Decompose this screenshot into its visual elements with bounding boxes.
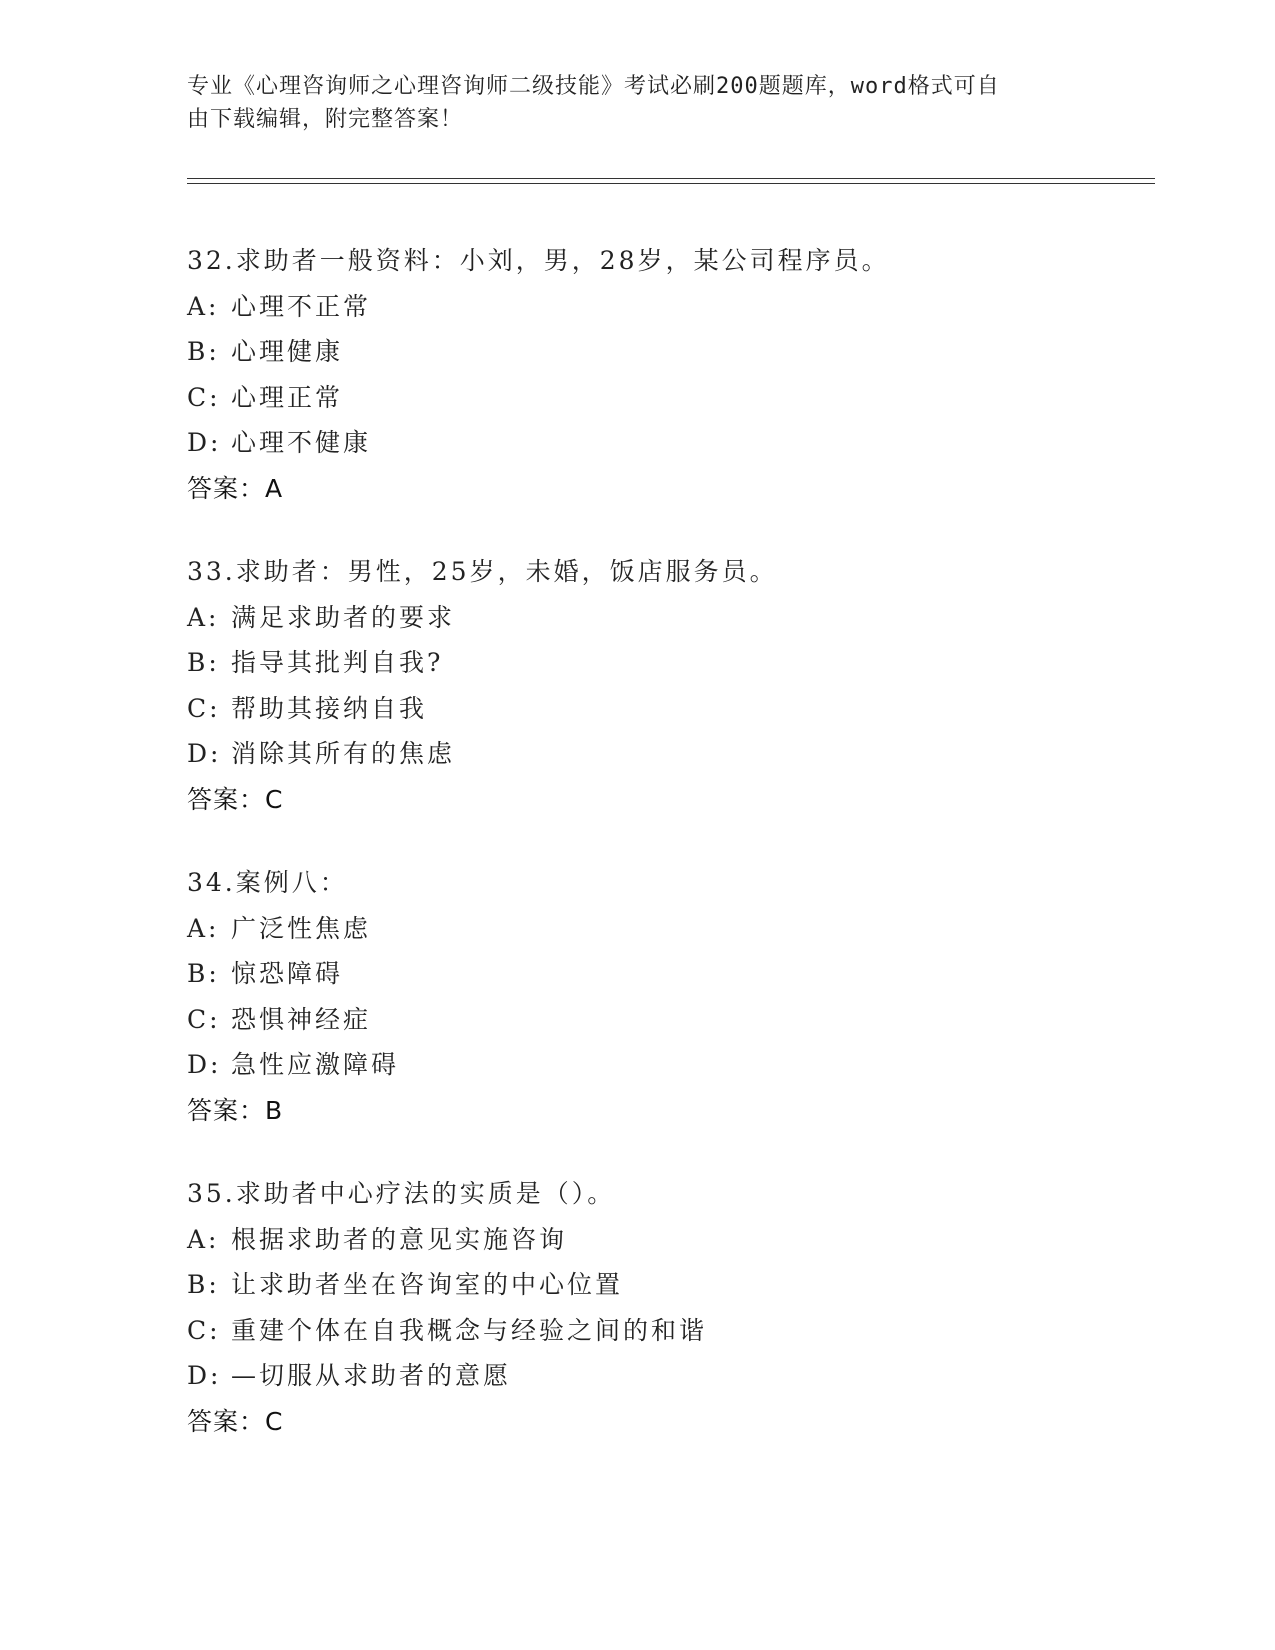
option-a <box>187 284 1147 330</box>
option-text: 帮助其接纳自我 <box>231 693 428 723</box>
option-letter: C: <box>187 1004 221 1034</box>
option-text: 重建个体在自我概念与经验之间的和谐 <box>231 1315 708 1345</box>
option-c <box>187 1308 1147 1354</box>
document-header <box>187 70 1067 136</box>
question-32 <box>187 238 1147 511</box>
question-stem: 34.案例八： <box>187 868 348 897</box>
option-letter: B: <box>187 648 220 677</box>
option-text: 惊恐障碍 <box>231 959 344 988</box>
option-c <box>187 686 1147 732</box>
question-stem: 32.求助者一般资料：小刘，男，28岁，某公司程序员。 <box>187 246 890 275</box>
question-34 <box>187 860 1147 1133</box>
option-text: 根据求助者的意见实施咨询 <box>231 1224 568 1254</box>
answer: 答案：C <box>187 1406 284 1436</box>
option-letter: B: <box>187 1270 220 1299</box>
option-letter: A: <box>187 291 220 321</box>
option-d <box>187 1353 1147 1399</box>
option-text: 心理健康 <box>231 337 344 366</box>
option-b <box>187 951 1147 997</box>
option-text: 消除其所有的焦虑 <box>231 739 456 768</box>
question-stem: 35.求助者中心疗法的实质是（）。 <box>187 1179 616 1208</box>
option-letter: A: <box>187 913 220 943</box>
option-text: 让求助者坐在咨询室的中心位置 <box>231 1270 624 1299</box>
option-text: 恐惧神经症 <box>231 1004 372 1034</box>
option-b <box>187 1262 1147 1308</box>
question-stem: 33.求助者：男性，25岁，未婚，饭店服务员。 <box>187 557 778 586</box>
option-letter: C: <box>187 1315 221 1345</box>
question-list <box>187 238 1147 1482</box>
option-a <box>187 906 1147 952</box>
option-letter: B: <box>187 959 220 988</box>
option-b <box>187 329 1147 375</box>
option-d <box>187 420 1147 466</box>
option-d <box>187 1042 1147 1088</box>
header-title-line-1: 专业《心理咨询师之心理咨询师二级技能》考试必刷200题题库，word格式可自 <box>187 74 1000 99</box>
option-letter: B: <box>187 337 220 366</box>
option-text: 心理不健康 <box>231 428 372 457</box>
option-text: 心理正常 <box>231 382 344 412</box>
option-text: —切服从求助者的意愿 <box>231 1361 512 1390</box>
question-33 <box>187 549 1147 822</box>
option-letter: D: <box>187 1050 222 1079</box>
header-title-line-2: 由下载编辑，附完整答案！ <box>187 107 464 132</box>
option-letter: D: <box>187 1361 222 1390</box>
option-b <box>187 640 1147 686</box>
answer: 答案：B <box>187 1095 284 1125</box>
answer: 答案：A <box>187 473 284 503</box>
option-text: 指导其批判自我? <box>231 648 444 677</box>
option-c <box>187 375 1147 421</box>
option-letter: A: <box>187 602 220 632</box>
option-a <box>187 595 1147 641</box>
option-text: 急性应激障碍 <box>231 1050 400 1079</box>
option-letter: A: <box>187 1224 220 1254</box>
option-c <box>187 997 1147 1043</box>
option-text: 满足求助者的要求 <box>231 602 456 632</box>
option-text: 心理不正常 <box>231 291 372 321</box>
answer: 答案：C <box>187 784 284 814</box>
option-d <box>187 731 1147 777</box>
option-text: 广泛性焦虑 <box>231 913 372 943</box>
header-divider <box>187 178 1155 184</box>
option-a <box>187 1217 1147 1263</box>
question-35 <box>187 1171 1147 1444</box>
option-letter: C: <box>187 382 221 412</box>
option-letter: D: <box>187 428 222 457</box>
option-letter: D: <box>187 739 222 768</box>
option-letter: C: <box>187 693 221 723</box>
